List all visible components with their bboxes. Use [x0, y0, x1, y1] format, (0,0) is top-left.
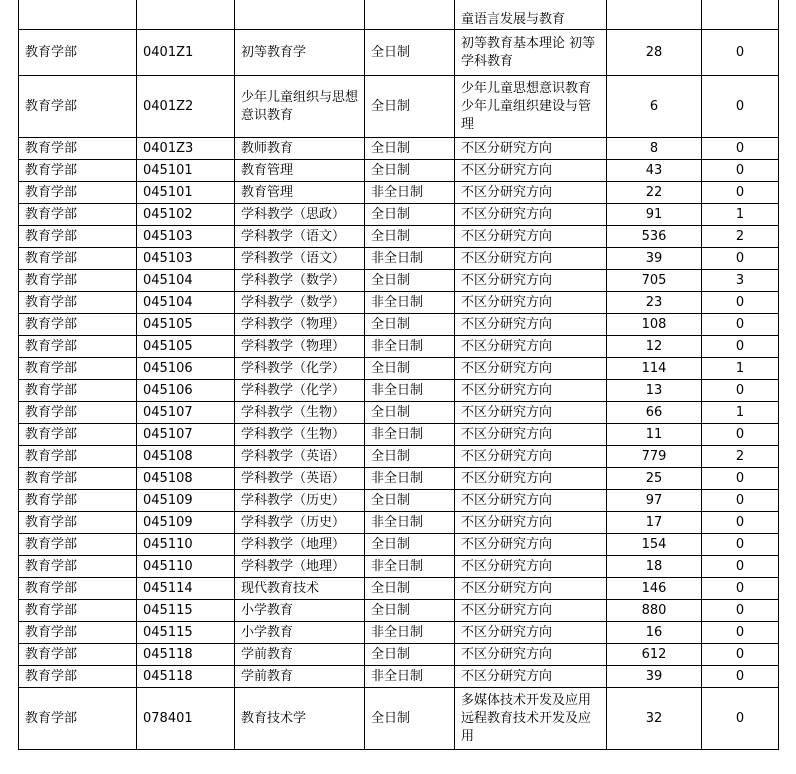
- cell-major-code: [137, 0, 235, 30]
- table-row: [19, 688, 779, 750]
- cell-applicant-count: 39: [607, 666, 702, 688]
- cell-study-mode: 全日制: [365, 314, 455, 336]
- cell-research-direction: 不区分研究方向: [455, 490, 607, 512]
- cell-exempt-count: 0: [702, 578, 779, 600]
- cell-applicant-count: 6: [607, 76, 702, 138]
- cell-exempt-count: 0: [702, 336, 779, 358]
- cell-major-code: 045101: [137, 160, 235, 182]
- cell-major-name: 学科教学（物理）: [235, 336, 365, 358]
- cell-research-direction: 不区分研究方向: [455, 138, 607, 160]
- cell-department: 教育学部: [19, 688, 137, 750]
- cell-applicant-count: 22: [607, 182, 702, 204]
- cell-applicant-count: 28: [607, 30, 702, 76]
- cell-department: 教育学部: [19, 622, 137, 644]
- cell-major-code: 045110: [137, 556, 235, 578]
- cell-department: 教育学部: [19, 556, 137, 578]
- cell-major-name: 学科教学（历史）: [235, 490, 365, 512]
- cell-study-mode: 非全日制: [365, 556, 455, 578]
- cell-major-code: 045108: [137, 468, 235, 490]
- cell-research-direction: 不区分研究方向: [455, 512, 607, 534]
- cell-major-code: 045115: [137, 600, 235, 622]
- cell-major-code: 045118: [137, 666, 235, 688]
- cell-study-mode: 非全日制: [365, 512, 455, 534]
- cell-exempt-count: 0: [702, 644, 779, 666]
- cell-study-mode: 全日制: [365, 160, 455, 182]
- cell-exempt-count: 0: [702, 688, 779, 750]
- table-row: [19, 556, 779, 578]
- cell-department: 教育学部: [19, 666, 137, 688]
- cell-study-mode: 全日制: [365, 138, 455, 160]
- cell-major-name: 少年儿童组织与思想意识教育: [235, 76, 365, 138]
- cell-applicant-count: 43: [607, 160, 702, 182]
- table-row: [19, 292, 779, 314]
- cell-major-code: 045109: [137, 512, 235, 534]
- cell-exempt-count: 1: [702, 358, 779, 380]
- cell-exempt-count: 2: [702, 446, 779, 468]
- cell-exempt-count: 2: [702, 226, 779, 248]
- cell-study-mode: 全日制: [365, 446, 455, 468]
- cell-exempt-count: 0: [702, 666, 779, 688]
- cell-major-name: [235, 0, 365, 30]
- cell-major-name: 学科教学（历史）: [235, 512, 365, 534]
- table-row: [19, 182, 779, 204]
- cell-exempt-count: [702, 0, 779, 30]
- cell-study-mode: 全日制: [365, 358, 455, 380]
- cell-major-name: 小学教育: [235, 600, 365, 622]
- cell-research-direction: 不区分研究方向: [455, 314, 607, 336]
- cell-exempt-count: 1: [702, 402, 779, 424]
- cell-major-code: 045107: [137, 424, 235, 446]
- cell-applicant-count: [607, 0, 702, 30]
- cell-department: 教育学部: [19, 292, 137, 314]
- cell-research-direction: 不区分研究方向: [455, 578, 607, 600]
- cell-research-direction: 不区分研究方向: [455, 622, 607, 644]
- cell-department: 教育学部: [19, 160, 137, 182]
- cell-major-name: 现代教育技术: [235, 578, 365, 600]
- table-row: [19, 512, 779, 534]
- cell-applicant-count: 12: [607, 336, 702, 358]
- cell-department: 教育学部: [19, 336, 137, 358]
- cell-major-name: 学科教学（思政）: [235, 204, 365, 226]
- cell-applicant-count: 114: [607, 358, 702, 380]
- cell-department: 教育学部: [19, 380, 137, 402]
- cell-department: 教育学部: [19, 468, 137, 490]
- cell-exempt-count: 0: [702, 424, 779, 446]
- table-row: [19, 644, 779, 666]
- cell-research-direction: 初等教育基本理论 初等学科教育: [455, 30, 607, 76]
- cell-major-name: 学科教学（化学）: [235, 358, 365, 380]
- enrollment-table: [18, 0, 779, 750]
- cell-department: 教育学部: [19, 490, 137, 512]
- cell-exempt-count: 0: [702, 138, 779, 160]
- cell-major-code: 0401Z2: [137, 76, 235, 138]
- cell-applicant-count: 32: [607, 688, 702, 750]
- table-row: [19, 76, 779, 138]
- cell-applicant-count: 880: [607, 600, 702, 622]
- cell-research-direction: 不区分研究方向: [455, 666, 607, 688]
- cell-department: 教育学部: [19, 358, 137, 380]
- cell-major-code: 045109: [137, 490, 235, 512]
- cell-major-name: 教育技术学: [235, 688, 365, 750]
- cell-major-code: 045105: [137, 336, 235, 358]
- cell-major-name: 学科教学（英语）: [235, 468, 365, 490]
- table-row: [19, 402, 779, 424]
- cell-department: 教育学部: [19, 182, 137, 204]
- cell-applicant-count: 97: [607, 490, 702, 512]
- table-row: [19, 358, 779, 380]
- cell-department: 教育学部: [19, 578, 137, 600]
- cell-exempt-count: 0: [702, 468, 779, 490]
- cell-applicant-count: 66: [607, 402, 702, 424]
- cell-study-mode: 全日制: [365, 270, 455, 292]
- cell-applicant-count: 8: [607, 138, 702, 160]
- table-row: [19, 600, 779, 622]
- table-container: [18, 0, 779, 750]
- cell-applicant-count: 13: [607, 380, 702, 402]
- cell-major-name: 学科教学（物理）: [235, 314, 365, 336]
- cell-exempt-count: 3: [702, 270, 779, 292]
- cell-major-name: 教育管理: [235, 160, 365, 182]
- cell-exempt-count: 0: [702, 182, 779, 204]
- cell-major-code: 045108: [137, 446, 235, 468]
- table-row: [19, 578, 779, 600]
- cell-major-code: 045106: [137, 358, 235, 380]
- cell-major-code: 045103: [137, 226, 235, 248]
- cell-applicant-count: 779: [607, 446, 702, 468]
- cell-exempt-count: 0: [702, 30, 779, 76]
- cell-applicant-count: 705: [607, 270, 702, 292]
- cell-study-mode: 全日制: [365, 644, 455, 666]
- cell-major-name: 教育管理: [235, 182, 365, 204]
- cell-study-mode: 非全日制: [365, 248, 455, 270]
- cell-major-code: 078401: [137, 688, 235, 750]
- cell-study-mode: 非全日制: [365, 622, 455, 644]
- cell-exempt-count: 0: [702, 490, 779, 512]
- cell-major-code: 045104: [137, 270, 235, 292]
- cell-exempt-count: 0: [702, 556, 779, 578]
- cell-department: 教育学部: [19, 270, 137, 292]
- cell-major-name: 学科教学（语文）: [235, 226, 365, 248]
- cell-major-name: 学科教学（英语）: [235, 446, 365, 468]
- cell-major-name: 学科教学（数学）: [235, 270, 365, 292]
- cell-exempt-count: 0: [702, 160, 779, 182]
- cell-study-mode: 非全日制: [365, 182, 455, 204]
- cell-applicant-count: 536: [607, 226, 702, 248]
- table-row: [19, 30, 779, 76]
- cell-department: 教育学部: [19, 512, 137, 534]
- cell-applicant-count: 11: [607, 424, 702, 446]
- cell-research-direction: 不区分研究方向: [455, 204, 607, 226]
- cell-research-direction: 不区分研究方向: [455, 644, 607, 666]
- cell-major-code: 045106: [137, 380, 235, 402]
- cell-major-code: 045107: [137, 402, 235, 424]
- table-row: [19, 160, 779, 182]
- table-row: [19, 336, 779, 358]
- cell-study-mode: 全日制: [365, 578, 455, 600]
- cell-department: 教育学部: [19, 644, 137, 666]
- cell-department: 教育学部: [19, 402, 137, 424]
- cell-research-direction: 不区分研究方向: [455, 556, 607, 578]
- cell-major-code: 045103: [137, 248, 235, 270]
- cell-major-name: 学前教育: [235, 666, 365, 688]
- cell-exempt-count: 0: [702, 76, 779, 138]
- cell-exempt-count: 1: [702, 204, 779, 226]
- cell-applicant-count: 17: [607, 512, 702, 534]
- cell-major-name: 学科教学（数学）: [235, 292, 365, 314]
- cell-research-direction: 不区分研究方向: [455, 336, 607, 358]
- cell-research-direction: 不区分研究方向: [455, 402, 607, 424]
- cell-department: 教育学部: [19, 30, 137, 76]
- cell-department: 教育学部: [19, 424, 137, 446]
- cell-exempt-count: 0: [702, 248, 779, 270]
- cell-department: 教育学部: [19, 600, 137, 622]
- cell-research-direction: 不区分研究方向: [455, 226, 607, 248]
- cell-department: 教育学部: [19, 248, 137, 270]
- cell-major-name: 学科教学（生物）: [235, 424, 365, 446]
- cell-research-direction: 不区分研究方向: [455, 292, 607, 314]
- cell-study-mode: 非全日制: [365, 666, 455, 688]
- cell-study-mode: 非全日制: [365, 292, 455, 314]
- cell-exempt-count: 0: [702, 622, 779, 644]
- cell-study-mode: 非全日制: [365, 380, 455, 402]
- table-row: [19, 666, 779, 688]
- cell-applicant-count: 154: [607, 534, 702, 556]
- cell-study-mode: 全日制: [365, 688, 455, 750]
- cell-research-direction: 不区分研究方向: [455, 358, 607, 380]
- table-row: [19, 248, 779, 270]
- table-row: [19, 226, 779, 248]
- cell-major-name: 小学教育: [235, 622, 365, 644]
- cell-department: 教育学部: [19, 534, 137, 556]
- cell-study-mode: 全日制: [365, 30, 455, 76]
- cell-department: 教育学部: [19, 314, 137, 336]
- cell-research-direction: 不区分研究方向: [455, 270, 607, 292]
- cell-major-code: 045114: [137, 578, 235, 600]
- cell-major-code: 045102: [137, 204, 235, 226]
- cell-major-name: 学科教学（生物）: [235, 402, 365, 424]
- cell-major-code: 045104: [137, 292, 235, 314]
- cell-research-direction: 童语言发展与教育: [455, 0, 607, 30]
- cell-research-direction: 不区分研究方向: [455, 600, 607, 622]
- table-row: [19, 424, 779, 446]
- cell-department: 教育学部: [19, 76, 137, 138]
- cell-applicant-count: 146: [607, 578, 702, 600]
- cell-applicant-count: 23: [607, 292, 702, 314]
- cell-research-direction: 不区分研究方向: [455, 468, 607, 490]
- cell-study-mode: 全日制: [365, 204, 455, 226]
- cell-study-mode: 全日制: [365, 600, 455, 622]
- table-body: [19, 0, 779, 750]
- cell-department: 教育学部: [19, 446, 137, 468]
- table-row: [19, 446, 779, 468]
- cell-study-mode: 全日制: [365, 402, 455, 424]
- cell-department: [19, 0, 137, 30]
- cell-study-mode: 非全日制: [365, 468, 455, 490]
- cell-major-name: 学科教学（语文）: [235, 248, 365, 270]
- cell-major-name: 学科教学（地理）: [235, 556, 365, 578]
- cell-major-name: 教师教育: [235, 138, 365, 160]
- cell-major-name: 学科教学（化学）: [235, 380, 365, 402]
- table-row: [19, 204, 779, 226]
- table-row: [19, 622, 779, 644]
- cell-exempt-count: 0: [702, 534, 779, 556]
- cell-applicant-count: 16: [607, 622, 702, 644]
- table-row: [19, 468, 779, 490]
- table-row: [19, 314, 779, 336]
- cell-study-mode: 全日制: [365, 534, 455, 556]
- table-row: [19, 490, 779, 512]
- cell-major-code: 0401Z3: [137, 138, 235, 160]
- cell-research-direction: 不区分研究方向: [455, 446, 607, 468]
- cell-study-mode: [365, 0, 455, 30]
- table-row: [19, 380, 779, 402]
- cell-applicant-count: 25: [607, 468, 702, 490]
- cell-study-mode: 全日制: [365, 490, 455, 512]
- table-row: [19, 0, 779, 30]
- cell-major-name: 学前教育: [235, 644, 365, 666]
- cell-major-name: 初等教育学: [235, 30, 365, 76]
- cell-major-code: 0401Z1: [137, 30, 235, 76]
- cell-research-direction: 不区分研究方向: [455, 248, 607, 270]
- cell-applicant-count: 18: [607, 556, 702, 578]
- cell-major-code: 045105: [137, 314, 235, 336]
- cell-research-direction: 多媒体技术开发及应用 远程教育技术开发及应用: [455, 688, 607, 750]
- cell-research-direction: 不区分研究方向: [455, 424, 607, 446]
- cell-study-mode: 非全日制: [365, 424, 455, 446]
- table-row: [19, 534, 779, 556]
- cell-research-direction: 少年儿童思想意识教育 少年儿童组织建设与管理: [455, 76, 607, 138]
- cell-major-code: 045115: [137, 622, 235, 644]
- table-row: [19, 138, 779, 160]
- cell-applicant-count: 39: [607, 248, 702, 270]
- cell-study-mode: 全日制: [365, 226, 455, 248]
- table-row: [19, 270, 779, 292]
- cell-applicant-count: 108: [607, 314, 702, 336]
- cell-applicant-count: 612: [607, 644, 702, 666]
- cell-applicant-count: 91: [607, 204, 702, 226]
- cell-study-mode: 全日制: [365, 76, 455, 138]
- cell-major-code: 045101: [137, 182, 235, 204]
- cell-major-name: 学科教学（地理）: [235, 534, 365, 556]
- cell-major-code: 045118: [137, 644, 235, 666]
- cell-department: 教育学部: [19, 138, 137, 160]
- cell-exempt-count: 0: [702, 314, 779, 336]
- cell-exempt-count: 0: [702, 380, 779, 402]
- cell-research-direction: 不区分研究方向: [455, 182, 607, 204]
- cell-exempt-count: 0: [702, 292, 779, 314]
- cell-research-direction: 不区分研究方向: [455, 160, 607, 182]
- cell-study-mode: 非全日制: [365, 336, 455, 358]
- cell-major-code: 045110: [137, 534, 235, 556]
- cell-research-direction: 不区分研究方向: [455, 380, 607, 402]
- cell-exempt-count: 0: [702, 512, 779, 534]
- cell-research-direction: 不区分研究方向: [455, 534, 607, 556]
- cell-department: 教育学部: [19, 226, 137, 248]
- cell-department: 教育学部: [19, 204, 137, 226]
- cell-exempt-count: 0: [702, 600, 779, 622]
